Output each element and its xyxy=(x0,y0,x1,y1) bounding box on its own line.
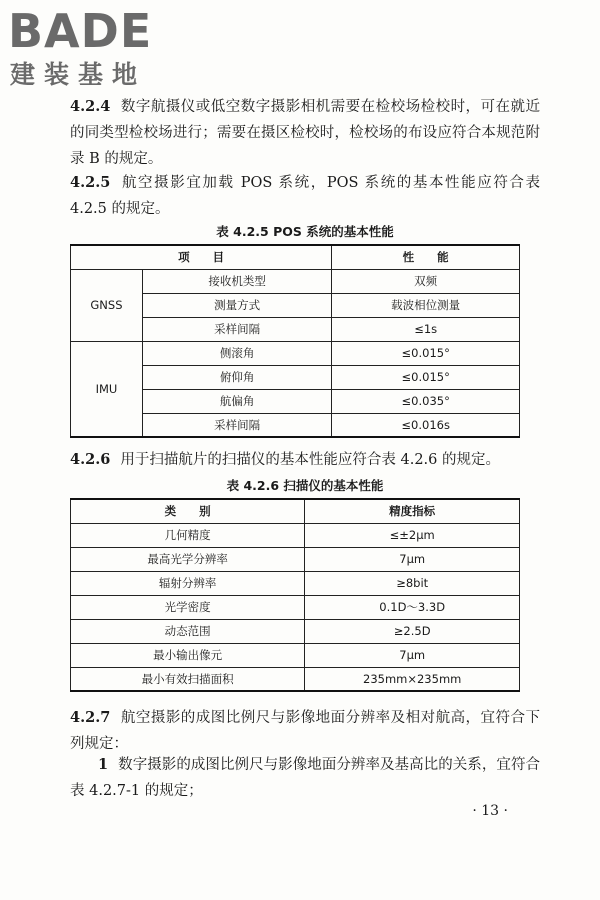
table-header: 精度指标 xyxy=(305,499,520,523)
section-number: 4.2.6 xyxy=(70,451,111,468)
table-cell: ≤±2μm xyxy=(305,523,520,547)
table-cell: 采样间隔 xyxy=(142,317,331,341)
table-cell: 侧滚角 xyxy=(142,341,331,365)
section-4-2-4 xyxy=(70,94,540,172)
table-cell: 双频 xyxy=(332,269,520,293)
table-cell: 7μm xyxy=(305,643,520,667)
site-logo xyxy=(8,6,178,94)
table-cell: ≥2.5D xyxy=(305,619,520,643)
table-caption-4-2-5: 表 4.2.5 POS 系统的基本性能 xyxy=(216,224,394,239)
group-label-gnss: GNSS xyxy=(71,269,143,341)
table-cell: 0.1D～3.3D xyxy=(305,595,520,619)
table-header: 性 能 xyxy=(332,245,520,269)
table-cell: 几何精度 xyxy=(71,523,305,547)
table-cell: 最小输出像元 xyxy=(71,643,305,667)
item-number: 1 xyxy=(98,756,109,773)
table-header: 类 别 xyxy=(71,499,305,523)
table-cell: 光学密度 xyxy=(71,595,305,619)
logo-brand: BADE xyxy=(8,4,153,58)
section-text: 航空摄影宜加载 POS 系统，POS 系统的基本性能应符合表 4.2.5 的规定。 xyxy=(70,175,540,217)
table-cell: 动态范围 xyxy=(71,619,305,643)
table-cell: 辐射分辨率 xyxy=(71,571,305,595)
table-cell: 载波相位测量 xyxy=(332,293,520,317)
section-text: 用于扫描航片的扫描仪的基本性能应符合表 4.2.6 的规定。 xyxy=(120,452,500,468)
table-header: 项 目 xyxy=(71,245,332,269)
table-cell: ≤0.015° xyxy=(332,365,520,389)
table-cell: 采样间隔 xyxy=(142,413,331,437)
table-cell: 7μm xyxy=(305,547,520,571)
table-cell: ≥8bit xyxy=(305,571,520,595)
table-cell: ≤0.035° xyxy=(332,389,520,413)
section-4-2-7 xyxy=(70,705,540,757)
table-cell: ≤0.016s xyxy=(332,413,520,437)
section-number: 4.2.5 xyxy=(70,174,111,191)
group-label-imu: IMU xyxy=(71,341,143,437)
table-cell: 测量方式 xyxy=(142,293,331,317)
section-text: 数字航摄仪或低空数字摄影相机需要在检校场检校时，可在就近的同类型检校场进行；需要在摄区检校时，检校场的布设应符合本规范附录 B 的规定。 xyxy=(70,99,540,167)
table-cell: 航偏角 xyxy=(142,389,331,413)
pos-performance-table xyxy=(70,244,520,438)
section-number: 4.2.4 xyxy=(70,98,111,115)
table-cell: 最高光学分辨率 xyxy=(71,547,305,571)
table-cell: 235mm×235mm xyxy=(305,667,520,691)
table-caption-4-2-6: 表 4.2.6 扫描仪的基本性能 xyxy=(226,478,384,493)
table-cell: 最小有效扫描面积 xyxy=(71,667,305,691)
table-cell: ≤0.015° xyxy=(332,341,520,365)
section-4-2-5 xyxy=(70,170,540,222)
section-4-2-6 xyxy=(70,447,540,473)
section-number: 4.2.7 xyxy=(70,709,111,726)
scanner-performance-table xyxy=(70,498,520,692)
section-text: 航空摄影的成图比例尺与影像地面分辨率及相对航高，宜符合下列规定： xyxy=(70,710,540,752)
item-text: 数字摄影的成图比例尺与影像地面分辨率及基高比的关系，宜符合表 4.2.7-1 的规定； xyxy=(70,757,540,799)
clause-item-1 xyxy=(70,752,540,804)
page-number: · 13 · xyxy=(472,803,508,819)
table-cell: 俯仰角 xyxy=(142,365,331,389)
table-cell: 接收机类型 xyxy=(142,269,331,293)
logo-subtitle: 建装基地 xyxy=(10,60,147,89)
table-cell: ≤1s xyxy=(332,317,520,341)
